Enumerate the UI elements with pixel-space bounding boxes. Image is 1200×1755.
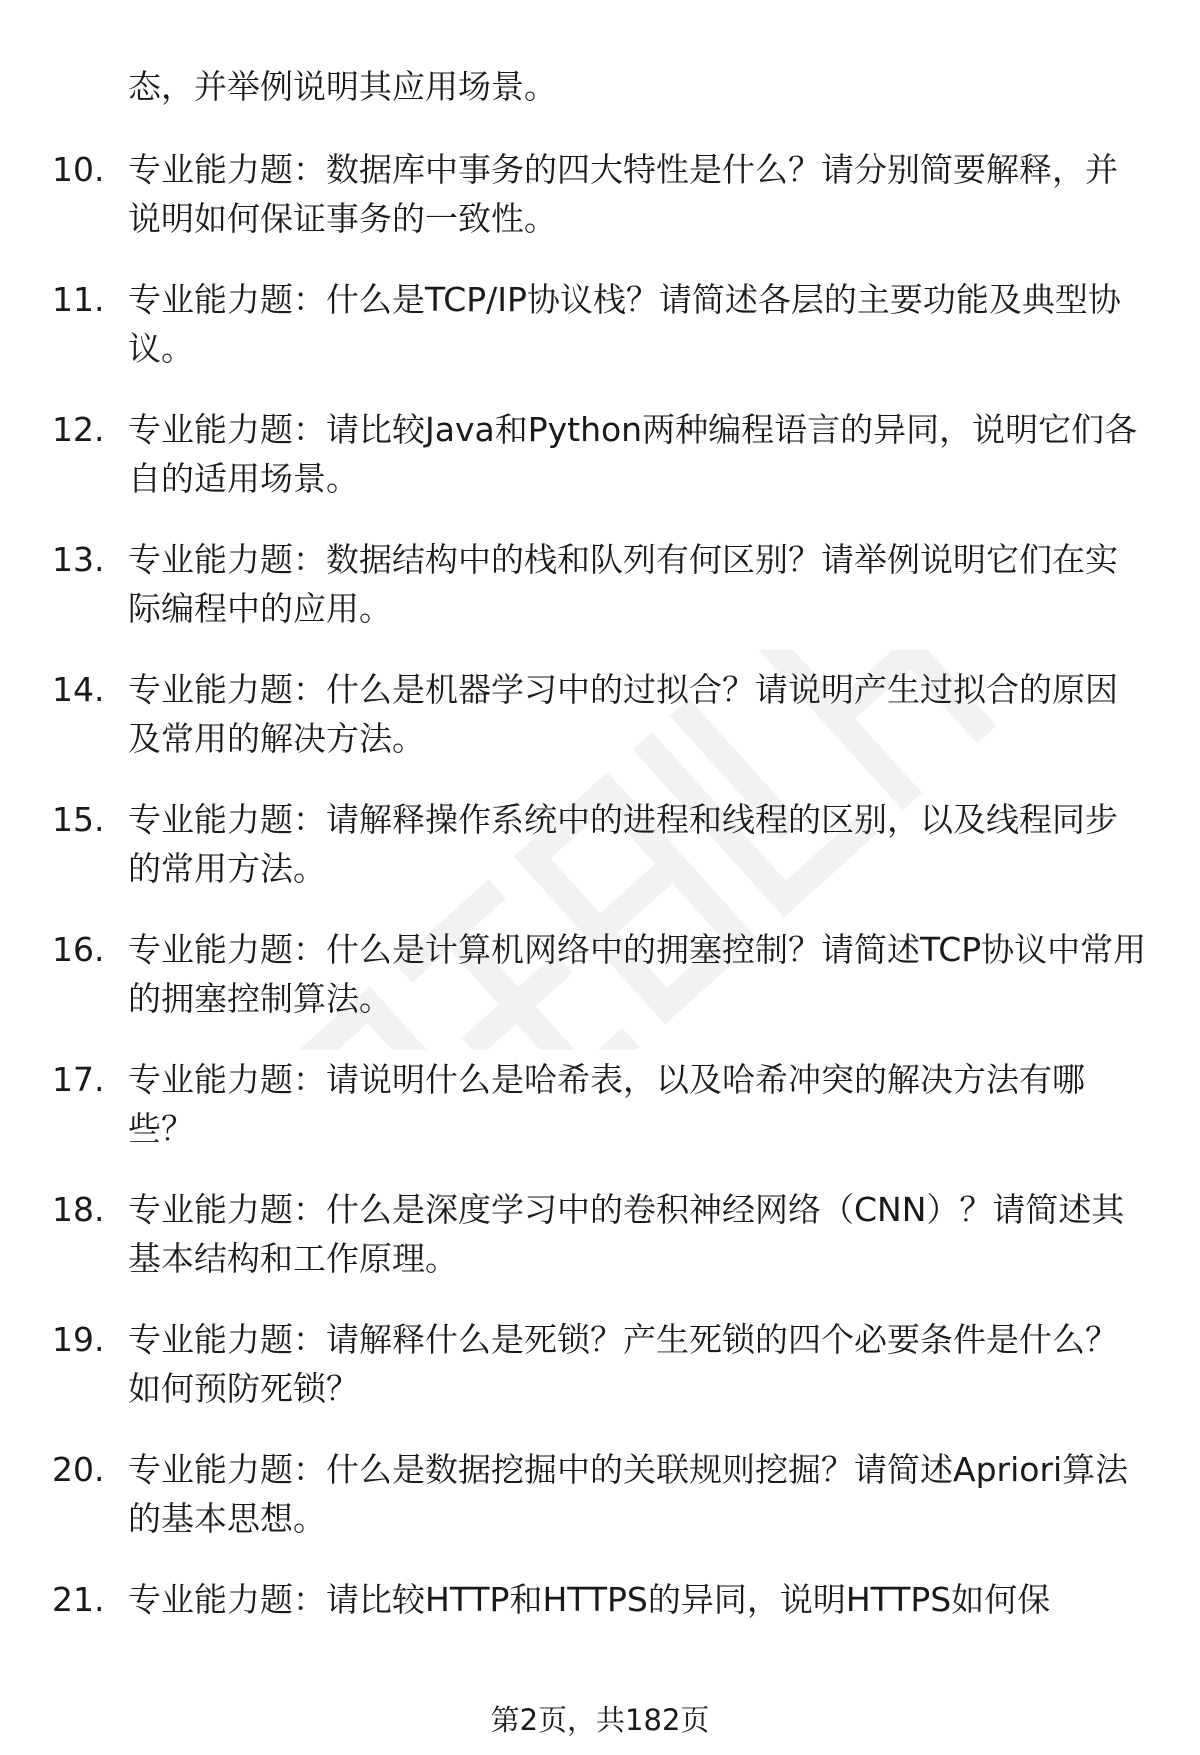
question-item [0, 405, 1200, 535]
question-text: 专业能力题：什么是数据挖掘中的关联规则挖掘？请简述Apriori算法的基本思想。 [128, 1450, 1129, 1538]
question-number: 17. [52, 1060, 105, 1099]
question-item [0, 665, 1200, 795]
question-number: 10. [52, 150, 105, 189]
question-text: 专业能力题：什么是机器学习中的过拟合？请说明产生过拟合的原因及常用的解决方法。 [128, 670, 1118, 758]
question-number: 20. [52, 1450, 105, 1489]
question-number: 13. [52, 540, 105, 579]
question-item [0, 1185, 1200, 1315]
question-text: 专业能力题：什么是计算机网络中的拥塞控制？请简述TCP协议中常用的拥塞控制算法。 [128, 930, 1147, 1018]
question-number: 14. [52, 670, 105, 709]
question-list [0, 145, 1200, 1705]
question-text: 专业能力题：请比较Java和Python两种编程语言的异同，说明它们各自的适用场景。 [128, 410, 1138, 498]
question-text: 专业能力题：数据结构中的栈和队列有何区别？请举例说明它们在实际编程中的应用。 [128, 540, 1118, 628]
question-number: 16. [52, 930, 105, 969]
question-item [0, 535, 1200, 665]
question-item [0, 1315, 1200, 1445]
question-number: 15. [52, 800, 105, 839]
question-number: 11. [52, 280, 105, 319]
question-text: 专业能力题：请解释操作系统中的进程和线程的区别，以及线程同步的常用方法。 [128, 800, 1118, 888]
page-footer: 第2页，共182页 [490, 1703, 710, 1737]
question-text: 专业能力题：请解释什么是死锁？产生死锁的四个必要条件是什么？如何预防死锁？ [128, 1320, 1118, 1408]
question-item [0, 925, 1200, 1055]
question-text: 专业能力题：什么是深度学习中的卷积神经网络（CNN）？请简述其基本结构和工作原理。 [128, 1190, 1125, 1278]
question-number: 19. [52, 1320, 105, 1359]
question-item [0, 145, 1200, 275]
question-item [0, 795, 1200, 925]
question-item [0, 1445, 1200, 1575]
question-item [0, 1575, 1200, 1705]
continuation-text: 态，并举例说明其应用场景。 [128, 67, 557, 106]
question-text: 专业能力题：请说明什么是哈希表，以及哈希冲突的解决方法有哪些？ [128, 1060, 1085, 1148]
question-item [0, 275, 1200, 405]
question-item [0, 1055, 1200, 1185]
question-number: 21. [52, 1580, 105, 1619]
question-text: 专业能力题：什么是TCP/IP协议栈？请简述各层的主要功能及典型协议。 [128, 280, 1121, 368]
question-number: 12. [52, 410, 105, 449]
question-text: 专业能力题：请比较HTTP和HTTPS的异同，说明HTTPS如何保 [128, 1580, 1051, 1619]
question-text: 专业能力题：数据库中事务的四大特性是什么？请分别简要解释，并说明如何保证事务的一致性。 [128, 150, 1118, 238]
question-number: 18. [52, 1190, 105, 1229]
